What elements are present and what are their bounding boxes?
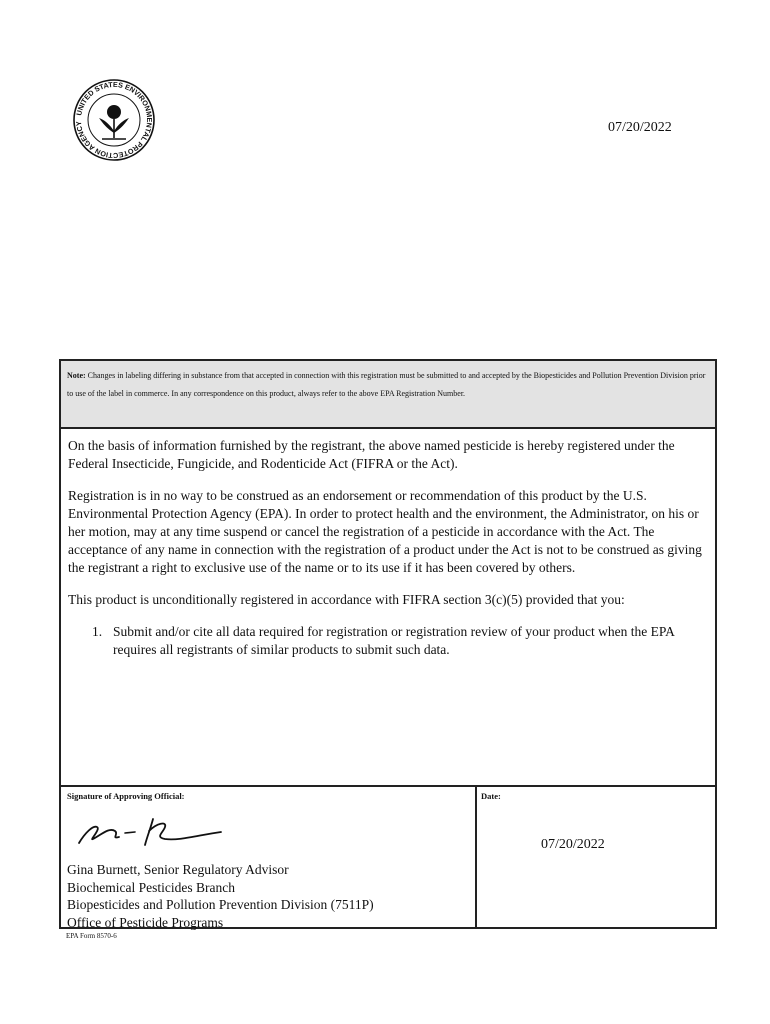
conditions-intro: This product is unconditionally registered in accordance with FIFRA section 3(c)(5) provided that you: bbox=[68, 592, 625, 607]
header-date: 07/20/2022 bbox=[608, 120, 672, 135]
registration-paragraph: On the basis of information furnished by the registrant, the above named pesticide is hereby registered under the Federal Insecticide, Fungicide, and Rodenticide Act (FIFRA or the Act). bbox=[68, 438, 675, 471]
registration-terms bbox=[68, 437, 711, 659]
registration-form bbox=[59, 359, 717, 929]
conditions-list bbox=[68, 623, 711, 659]
official-division: Biopesticides and Pollution Prevention Division (7511P) bbox=[67, 897, 374, 912]
condition-number: 1. bbox=[92, 624, 103, 639]
note-label: Note: bbox=[67, 371, 86, 380]
signature-label: Signature of Approving Official: bbox=[67, 791, 185, 801]
approval-date: 07/20/2022 bbox=[541, 837, 605, 852]
list-item bbox=[68, 623, 711, 659]
handwritten-signature bbox=[75, 815, 225, 849]
official-branch: Biochemical Pesticides Branch bbox=[67, 879, 235, 895]
official-office: Office of Pesticide Programs bbox=[67, 914, 224, 930]
labeling-note bbox=[61, 361, 715, 429]
approval-row bbox=[61, 785, 715, 930]
official-name-title: Gina Burnett, Senior Regulatory Advisor bbox=[67, 862, 289, 877]
epa-seal-logo bbox=[72, 78, 156, 162]
note-text: Changes in labeling differing in substance from that accepted in connection with this registration must be submitted to and accepted by the Biopesticides and Pollution Prevention Division prior to use of the label in commerce. In any correspondence on this product, always refer to the above EPA Registration Number. bbox=[67, 371, 706, 398]
condition-text: Submit and/or cite all data required for registration or registration review of your product when the EPA requires all registrants of similar products to submit such data. bbox=[113, 624, 675, 657]
form-number: EPA Form 8570-6 bbox=[66, 932, 117, 940]
svg-text:UNITED STATES ENVIRONMENTAL PR: UNITED STATES ENVIRONMENTAL PROTECTION AGENCY bbox=[73, 79, 155, 161]
date-cell bbox=[475, 787, 715, 927]
signature-cell bbox=[61, 787, 477, 930]
disclaimer-paragraph: Registration is in no way to be construed as an endorsement or recommendation of this product by the U.S. Environmental Protection Agency (EPA). In order to protect health and the environment, the Administrator, on his or her motion, may at any time suspend or cancel the registration of a pesticide in accordance with the Act. The acceptance of any name in connection with the registration of a product under the Act is not to be construed as giving the registrant a right to exclusive use of the name or to its use if it has been covered by others. bbox=[68, 488, 702, 575]
official-details bbox=[67, 861, 374, 931]
date-label: Date: bbox=[481, 791, 501, 801]
